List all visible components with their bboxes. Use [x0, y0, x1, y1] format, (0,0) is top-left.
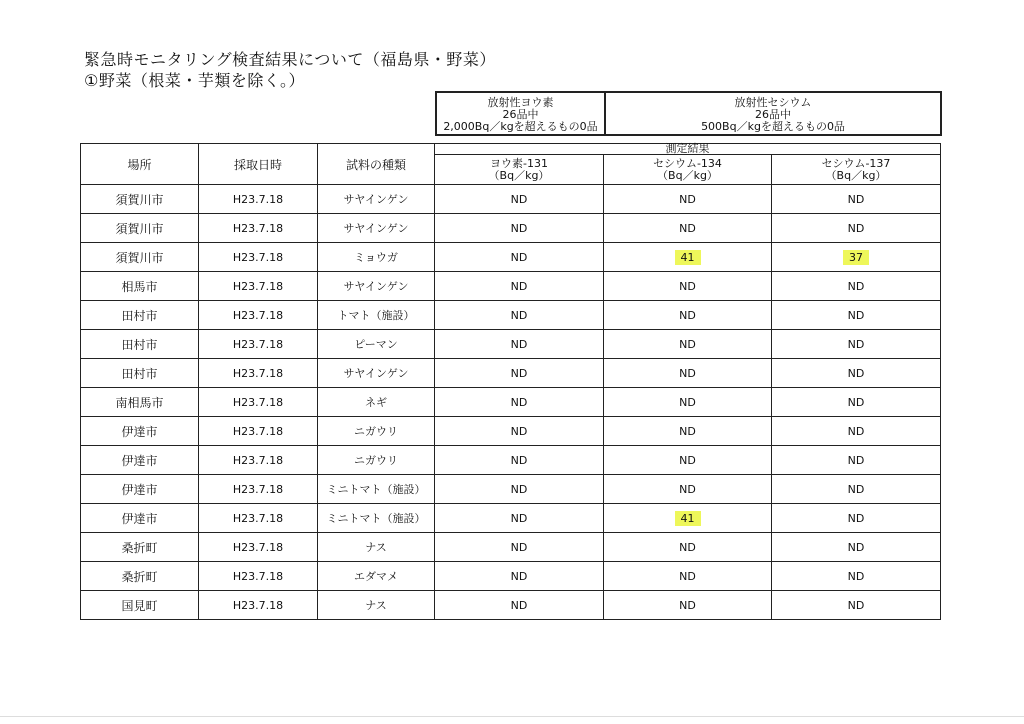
value-cs137: ND	[847, 540, 865, 554]
header-sample: 試料の種類	[318, 144, 435, 185]
cell-place	[81, 330, 199, 359]
value-place: 須賀川市	[115, 250, 164, 265]
cell-cs134	[604, 504, 772, 533]
cell-i131	[435, 475, 604, 504]
value-i131: ND	[510, 540, 528, 554]
value-cs137: ND	[847, 482, 865, 496]
page-subtitle: ①野菜（根菜・芋類を除く。）	[84, 71, 306, 90]
value-place: 田村市	[121, 366, 158, 381]
cell-cs137	[772, 272, 941, 301]
value-place: 南相馬市	[115, 395, 164, 410]
iodine-summary-threshold: 2,000Bq／kgを超えるもの0品	[443, 119, 598, 133]
cell-cs137	[772, 330, 941, 359]
value-date: H23.7.18	[232, 337, 284, 351]
cesium-summary-count: 26品中	[755, 107, 791, 121]
results-table	[80, 143, 941, 620]
cell-place	[81, 417, 199, 446]
cell-date	[199, 330, 318, 359]
cell-date	[199, 359, 318, 388]
cell-sample	[318, 562, 435, 591]
cell-sample	[318, 591, 435, 620]
iodine-summary-cell	[436, 92, 605, 135]
value-place: 田村市	[121, 337, 158, 352]
cell-cs137	[772, 388, 941, 417]
value-date: H23.7.18	[232, 569, 284, 583]
table-row	[81, 562, 941, 591]
cell-i131	[435, 272, 604, 301]
cell-i131	[435, 388, 604, 417]
value-cs134: ND	[679, 337, 696, 351]
table-row	[81, 330, 941, 359]
cell-cs137	[772, 243, 941, 272]
cell-cs137	[772, 214, 941, 243]
cell-date	[199, 533, 318, 562]
cell-date	[199, 388, 318, 417]
cell-sample	[318, 301, 435, 330]
value-i131: ND	[510, 250, 528, 264]
table-row	[81, 417, 941, 446]
cesium-summary-threshold: 500Bq／kgを超えるもの0品	[701, 119, 845, 133]
cell-cs134	[604, 330, 772, 359]
table-row	[81, 475, 941, 504]
value-date: H23.7.18	[232, 308, 284, 322]
cell-sample	[318, 214, 435, 243]
cell-cs137	[772, 504, 941, 533]
cell-cs134	[604, 185, 772, 214]
value-cs137: ND	[847, 424, 865, 438]
cell-i131	[435, 214, 604, 243]
value-date: H23.7.18	[232, 250, 284, 264]
value-date: H23.7.18	[232, 279, 284, 293]
cell-place	[81, 272, 199, 301]
value-date: H23.7.18	[232, 221, 284, 235]
page-title: 緊急時モニタリング検査結果について（福島県・野菜）	[84, 50, 496, 69]
value-place: 須賀川市	[115, 192, 164, 207]
value-i131: ND	[510, 337, 528, 351]
cell-cs134	[604, 475, 772, 504]
table-row	[81, 388, 941, 417]
value-i131: ND	[510, 453, 528, 467]
cell-place	[81, 359, 199, 388]
header-i131	[435, 155, 604, 185]
header-results-group: 測定結果	[435, 144, 941, 155]
value-date: H23.7.18	[232, 366, 284, 380]
cell-cs137	[772, 446, 941, 475]
value-cs137: ND	[847, 366, 865, 380]
header-i131-name: ヨウ素-131	[490, 156, 548, 170]
table-row	[81, 214, 941, 243]
value-i131: ND	[510, 221, 528, 235]
cell-place	[81, 446, 199, 475]
table-row	[81, 504, 941, 533]
value-cs134: ND	[679, 424, 696, 438]
cell-cs134	[604, 214, 772, 243]
cell-i131	[435, 185, 604, 214]
cell-date	[199, 243, 318, 272]
value-sample: ミニトマト（施設）	[326, 512, 426, 525]
cell-date	[199, 446, 318, 475]
cell-sample	[318, 272, 435, 301]
value-cs137: ND	[847, 279, 865, 293]
cell-cs137	[772, 301, 941, 330]
value-i131: ND	[510, 424, 528, 438]
value-i131: ND	[510, 482, 528, 496]
value-cs134: ND	[679, 482, 696, 496]
header-cs137-unit: （Bq／kg）	[825, 168, 887, 182]
cell-i131	[435, 417, 604, 446]
table-row	[81, 272, 941, 301]
value-cs137: ND	[847, 569, 865, 583]
cell-place	[81, 562, 199, 591]
cell-sample	[318, 243, 435, 272]
value-date: H23.7.18	[232, 511, 284, 525]
value-cs134: ND	[679, 540, 696, 554]
cell-cs137	[772, 591, 941, 620]
value-cs137: ND	[847, 395, 865, 409]
cell-place	[81, 591, 199, 620]
value-sample: ナス	[365, 599, 387, 612]
header-place: 場所	[81, 144, 199, 185]
cell-place	[81, 301, 199, 330]
value-place: 伊達市	[121, 453, 158, 468]
cell-place	[81, 243, 199, 272]
value-date: H23.7.18	[232, 453, 284, 467]
value-place: 桑折町	[121, 569, 158, 584]
value-i131: ND	[510, 569, 528, 583]
header-cs137	[772, 155, 941, 185]
cell-date	[199, 591, 318, 620]
cell-i131	[435, 591, 604, 620]
value-date: H23.7.18	[232, 482, 284, 496]
cell-cs134	[604, 533, 772, 562]
value-date: H23.7.18	[232, 598, 284, 612]
value-sample: ナス	[365, 541, 387, 554]
cell-i131	[435, 562, 604, 591]
header-cs134-name: セシウム-134	[653, 156, 722, 170]
cell-i131	[435, 301, 604, 330]
value-i131: ND	[510, 366, 528, 380]
value-sample: サヤインゲン	[343, 193, 409, 206]
cell-i131	[435, 533, 604, 562]
value-cs137: ND	[847, 221, 865, 235]
value-place: 相馬市	[121, 279, 158, 294]
value-cs134: ND	[679, 569, 696, 583]
value-place: 国見町	[121, 598, 158, 613]
cell-cs134	[604, 562, 772, 591]
table-row	[81, 533, 941, 562]
cell-sample	[318, 475, 435, 504]
value-cs134: ND	[679, 279, 696, 293]
cell-cs137	[772, 533, 941, 562]
value-cs134: ND	[679, 395, 696, 409]
value-cs137: ND	[847, 511, 865, 525]
cell-cs134	[604, 243, 772, 272]
value-cs137: 37	[843, 250, 869, 265]
value-sample: エダマメ	[354, 570, 398, 583]
header-cs137-name: セシウム-137	[821, 156, 891, 170]
iodine-summary-title: 放射性ヨウ素	[487, 95, 554, 109]
value-i131: ND	[510, 192, 528, 206]
cell-date	[199, 301, 318, 330]
table-row	[81, 185, 941, 214]
value-date: H23.7.18	[232, 395, 284, 409]
value-place: 伊達市	[121, 424, 158, 439]
table-row	[81, 446, 941, 475]
table-row	[81, 359, 941, 388]
value-sample: ニガウリ	[354, 425, 398, 438]
value-place: 田村市	[121, 308, 158, 323]
iodine-summary-count: 26品中	[502, 107, 539, 121]
value-date: H23.7.18	[232, 540, 284, 554]
cell-place	[81, 504, 199, 533]
cell-cs134	[604, 359, 772, 388]
cell-sample	[318, 417, 435, 446]
value-sample: トマト（施設）	[337, 309, 415, 322]
cell-place	[81, 388, 199, 417]
cell-cs137	[772, 475, 941, 504]
cell-place	[81, 475, 199, 504]
value-cs134: ND	[679, 221, 696, 235]
cell-cs137	[772, 417, 941, 446]
value-date: H23.7.18	[232, 424, 284, 438]
header-cs134-unit: （Bq／kg）	[657, 168, 718, 182]
value-cs134: ND	[679, 453, 696, 467]
cesium-summary-title: 放射性セシウム	[734, 95, 812, 109]
value-i131: ND	[510, 308, 528, 322]
header-date: 採取日時	[199, 144, 318, 185]
value-sample: ピーマン	[354, 338, 398, 351]
header-i131-unit: （Bq／kg）	[488, 168, 550, 182]
cell-cs134	[604, 388, 772, 417]
value-cs137: ND	[847, 308, 865, 322]
value-cs137: ND	[847, 192, 865, 206]
value-place: 桑折町	[121, 540, 158, 555]
value-cs134: 41	[675, 250, 701, 265]
cell-date	[199, 272, 318, 301]
cell-place	[81, 185, 199, 214]
cell-i131	[435, 359, 604, 388]
value-place: 須賀川市	[115, 221, 164, 236]
cell-sample	[318, 388, 435, 417]
cell-cs134	[604, 272, 772, 301]
cell-sample	[318, 185, 435, 214]
cell-date	[199, 562, 318, 591]
cell-date	[199, 475, 318, 504]
cell-sample	[318, 330, 435, 359]
cell-date	[199, 185, 318, 214]
cell-i131	[435, 330, 604, 359]
value-place: 伊達市	[121, 482, 158, 497]
cell-sample	[318, 533, 435, 562]
cell-cs134	[604, 417, 772, 446]
cell-cs134	[604, 301, 772, 330]
table-row	[81, 591, 941, 620]
scan-edge-line	[0, 716, 1024, 717]
summary-table	[435, 91, 942, 136]
cell-sample	[318, 504, 435, 533]
cell-i131	[435, 446, 604, 475]
cell-i131	[435, 504, 604, 533]
cell-cs134	[604, 446, 772, 475]
cell-sample	[318, 359, 435, 388]
value-cs134: ND	[679, 192, 696, 206]
value-cs134: ND	[679, 366, 696, 380]
cell-cs137	[772, 562, 941, 591]
cell-date	[199, 504, 318, 533]
cell-sample	[318, 446, 435, 475]
value-sample: サヤインゲン	[343, 222, 409, 235]
cell-date	[199, 214, 318, 243]
cell-i131	[435, 243, 604, 272]
value-i131: ND	[510, 279, 528, 293]
value-i131: ND	[510, 511, 528, 525]
table-row	[81, 301, 941, 330]
value-sample: ネギ	[365, 396, 387, 409]
value-date: H23.7.18	[232, 192, 284, 206]
value-sample: ニガウリ	[354, 454, 398, 467]
cell-date	[199, 417, 318, 446]
cell-cs137	[772, 185, 941, 214]
cell-cs134	[604, 591, 772, 620]
cell-place	[81, 533, 199, 562]
table-row	[81, 243, 941, 272]
value-cs137: ND	[847, 598, 865, 612]
value-sample: サヤインゲン	[343, 367, 409, 380]
value-cs134: ND	[679, 308, 696, 322]
cell-place	[81, 214, 199, 243]
value-cs134: ND	[679, 598, 696, 612]
value-sample: サヤインゲン	[343, 280, 409, 293]
value-cs134: 41	[675, 511, 701, 526]
value-sample: ミョウガ	[354, 251, 398, 264]
header-cs134	[604, 155, 772, 185]
cell-cs137	[772, 359, 941, 388]
value-cs137: ND	[847, 453, 865, 467]
cesium-summary-cell	[605, 92, 941, 135]
value-i131: ND	[510, 598, 528, 612]
value-cs137: ND	[847, 337, 865, 351]
value-i131: ND	[510, 395, 528, 409]
results-body	[81, 185, 941, 620]
value-place: 伊達市	[121, 511, 158, 526]
value-sample: ミニトマト（施設）	[326, 483, 426, 496]
